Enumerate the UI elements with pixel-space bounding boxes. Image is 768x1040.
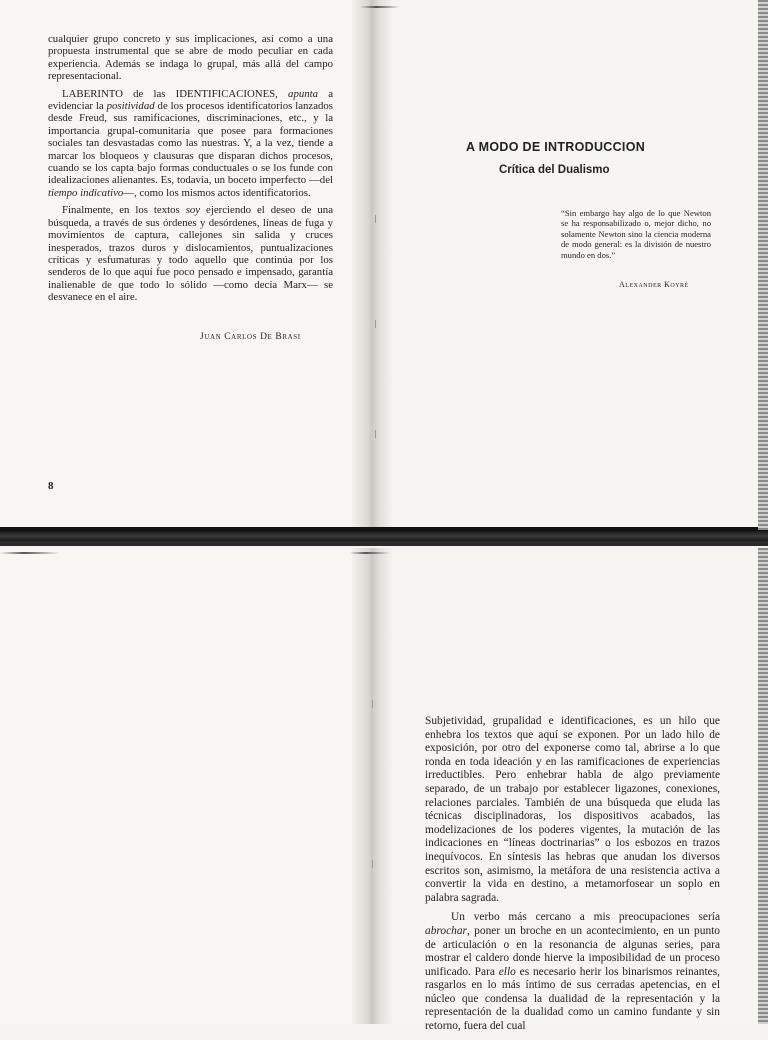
text-segment: , poner un broche en un acontecimiento, en un punto de articulación o en la resonancia de algunas series, para mostrar el caldero donde hierve la imposibilidad de un proceso unificado. Para — [425, 924, 720, 978]
left-page-text-column — [48, 33, 333, 309]
text-segment: de los procesos identificatorios lanzados desde Freud, sus ramificaciones, discriminaciones, etc., y la importancia grupal-comunitaria que posee para formaciones sociales tan desvastadas como las nuestras. Y, a la vez, tiende a marcar los bloqueos y clausuras que disparan dichos procesos, cuando se los capta bajo formas conductuales o se los funde con idealizaciones alienantes. Es, todavía, un boceto imperfecto —del — [48, 100, 333, 187]
italic-text: abrochar — [425, 924, 467, 937]
scan-streak — [350, 552, 390, 554]
italic-text: soy — [185, 204, 201, 217]
italic-text: apunta — [288, 87, 319, 100]
italic-text: positividad — [106, 100, 155, 113]
page-bottom-left — [0, 548, 372, 1024]
paragraph — [48, 204, 333, 303]
page-number: 8 — [48, 480, 54, 492]
paragraph — [48, 33, 333, 83]
margin-mark — [375, 320, 376, 328]
chapter-subtitle: Crítica del Dualismo — [499, 164, 610, 176]
book-spine-shadow — [352, 548, 392, 1024]
paragraph — [425, 715, 720, 905]
paragraph — [425, 911, 720, 1033]
text-segment: Un verbo más cercano a mis preocupaciones sería — [451, 911, 720, 924]
page-top-right — [374, 0, 768, 528]
page-edge-stack — [758, 0, 768, 530]
text-segment: a evidenciar la — [48, 87, 333, 113]
margin-mark — [372, 860, 373, 868]
text-segment: LABERINTO de las IDENTIFICACIONES, — [62, 87, 289, 100]
scan-streak — [0, 552, 60, 554]
text-segment: es necesario herir los binarismos reinantes, rasgarlos en lo más íntimo de sus cerradas apetencias, en el núcleo que condensa la dualidad de la representación y la representación de la dualidad como un camino fundante y sin retorno, fuera del cual — [425, 965, 720, 1033]
text-segment: ejerciendo el deseo de una búsqueda, a través de sus órdenes y desórdenes, líneas de fuga y movimientos de captura, callejones sin salida y cruces inesperados, trazos duros y dislocamientos, puntualizaciones críticas y esfumaturas y todo aquello que continúa por los senderos de lo que aquí fue poco pensado e impensado, garantía inalienable de que todo lo sólido —como decía Marx— se desvanece en el aire. — [48, 204, 333, 304]
margin-mark — [375, 215, 376, 223]
scan-streak — [360, 6, 400, 8]
scan-gap-band — [0, 531, 768, 541]
book-spine-shadow — [352, 0, 392, 530]
text-segment: cualquier grupo concreto y sus implicaciones, así como a una propuesta instrumental que se abre de modo peculiar en cada experiencia. Además se indaga lo grupal, más allá del campo representacional. — [48, 33, 333, 83]
italic-text: tiempo indicativo — [48, 186, 124, 199]
scan-gap-band — [0, 541, 768, 546]
text-segment: Subjetividad, grupalidad e identificaciones, es un hilo que enhebra los textos que aquí se exponen. Por un lado hilo de exposición, por otro del exponerse como tal, abrirse a lo que ronda en toda ideación y en las ramificaciones de experiencias irreductibles. Pero enhebrar habla de algo previamente separado, de un trabajo por establecer ligazones, conexiones, relaciones parciales. También de una búsqueda que eluda las técnicas disciplinadoras, los dispositivos acabados, las modelizaciones de los poderes vigentes, la mutación de las indicaciones en “líneas doctrinarias” o los esbozos en trazos inequívocos. En síntesis las hebras que anudan los diversos escritos son, asimismo, la metáfora de una resistencia activa a convertir la vida en destino, a metamorfosear un soplo en palabra sagrada. — [425, 715, 720, 904]
epigraph-author: Alexander Koyré — [619, 280, 689, 289]
epigraph-quote: “Sin embargo hay algo de lo que Newton se ha responsabilizado o, mejor dicho, no solamente Newton sino la ciencia moderna de modo general: es la división de nuestro mundo en dos.” — [561, 208, 711, 260]
text-segment: Finalmente, en los textos — [62, 204, 186, 217]
page-edge-stack — [758, 548, 768, 1024]
text-segment: —, como los mismos actos identificatorios. — [123, 186, 311, 199]
margin-mark — [372, 700, 373, 708]
introduction-text-column — [425, 715, 720, 1040]
author-signature: Juan Carlos De Brasi — [200, 332, 301, 342]
italic-text: ello — [498, 965, 516, 978]
margin-mark — [375, 430, 376, 438]
paragraph — [48, 88, 333, 200]
chapter-title: A MODO DE INTRODUCCION — [466, 140, 646, 154]
